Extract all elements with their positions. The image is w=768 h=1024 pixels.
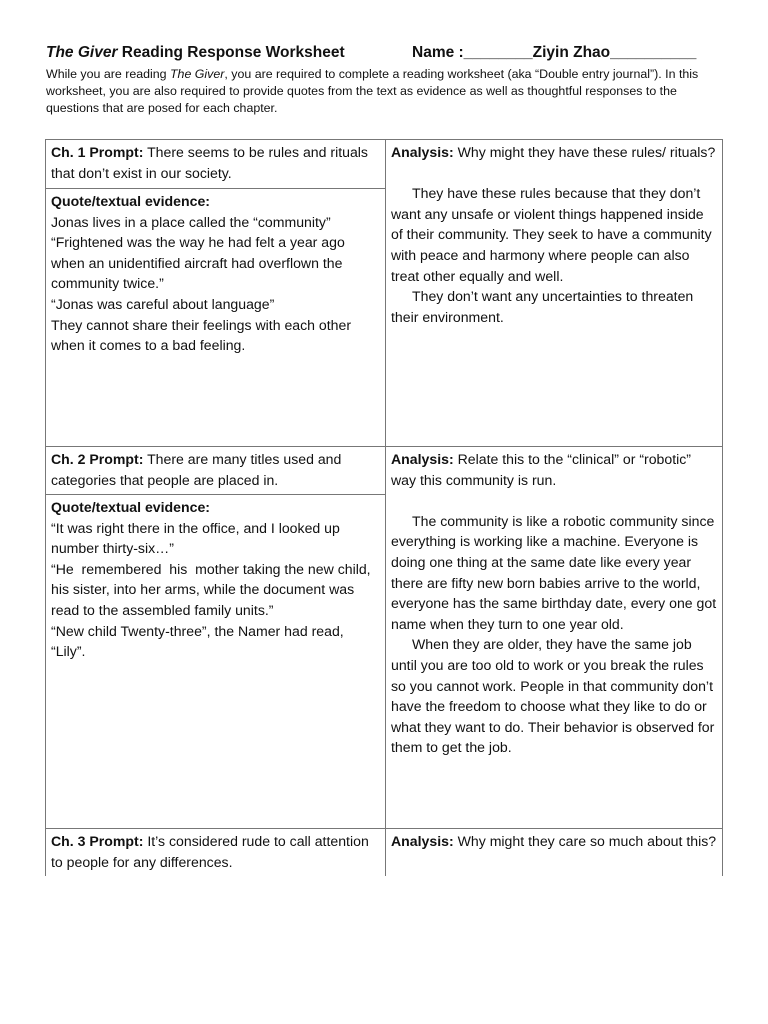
ch2-prompt-row (46, 447, 723, 495)
ch2-prompt: Ch. 2 Prompt: There are many titles used and categories that people are placed in. (46, 447, 386, 495)
ch1-quote: Jonas lives in a place called the “community” (51, 213, 331, 230)
ch2-analysis[interactable]: Analysis: Relate this to the “clinical” or “robotic” way this community is run. The community is like a robotic community since everything is working like a machine. Everyone is doing one thing at the same date like every year there are fifty new born babies arrive to the world, everyone has the same birthday date, every one got name when they turn to one year old. When they are older, they have the same job until you are too old to work or you break the rules so you cannot work. People in that community don’t have the freedom to choose what they like to do or what they want to do. Their behavior is observed for them to get the job. (386, 447, 723, 829)
ch1-quote: “Jonas was careful about language” (51, 295, 275, 312)
instructions: While you are reading The Giver, you are required to complete a reading worksheet (aka “Double entry journal”). In this worksheet, you are also required to provide quotes from the text as evidence as well as thoughtful responses to the questions that are posed for each chapter. (46, 67, 699, 115)
ch2-quotes[interactable]: Quote/textual evidence: “It was right there in the office, and I looked up number thirty-six…” “He remembered his mother taking the new child, his sister, into her arms, while the document was read to the assembled family units.” “New child Twenty-three”, the Namer had read, “Lily”. (46, 495, 386, 829)
ch2-quote: “He remembered his mother taking the new child, his sister, into her arms, while the document was read to the assembled family units.” (51, 560, 375, 618)
ch1-prompt-row (46, 140, 723, 189)
ch2-quote: “It was right there in the office, and I looked up number thirty-six…” (51, 519, 340, 557)
ch1-quotes[interactable]: Quote/textual evidence: Jonas lives in a place called the “community” “Frightened was the way he had felt a year ago when an unidentified aircraft had overflown the community twice.” “Jonas was careful about language” They cannot share their feelings with each other when it comes to a bad feeling. (46, 189, 386, 447)
ch3-analysis[interactable]: Analysis: Why might they care so much about this? (386, 829, 723, 909)
header (46, 44, 726, 66)
journal-table (45, 139, 723, 909)
ch1-analysis[interactable]: Analysis: Why might they have these rules/ rituals? They have these rules because that they don’t want any unsafe or violent things happened inside of their community. They seek to have a community with peace and harmony where people can also treat other equally and well. They don’t want any uncertainties to threaten their environment. (386, 140, 723, 447)
ch2-analysis-paragraph: The community is like a robotic community since everything is working like a machine. Everyone is doing one thing at the same date like every year there are fifty new born babies arrive to the world, everyone has the same birthday date, every one got name when they turn to one year old. (391, 512, 717, 632)
ch2-quote: “New child Twenty-three”, the Namer had read, “Lily”. (51, 622, 344, 660)
ch1-quote: They cannot share their feelings with each other when it comes to a bad feeling. (51, 316, 352, 354)
worksheet-title: The Giver Reading Response Worksheet (46, 44, 345, 61)
ch2-analysis-paragraph: When they are older, they have the same job until you are too old to work or you break the rules so you cannot work. People in that community don’t have the freedom to choose what they like to do or what they want to do. Their behavior is observed for them to get the job. (391, 636, 715, 756)
ch1-analysis-paragraph: They have these rules because that they don’t want any unsafe or violent things happened inside of their community. They seek to have a community with peace and harmony where people can also treat other equally and well. (391, 185, 712, 284)
ch3-prompt: Ch. 3 Prompt: It’s considered rude to call attention to people for any differences. (46, 829, 386, 909)
ch1-prompt: Ch. 1 Prompt: There seems to be rules and rituals that don’t exist in our society. (46, 140, 386, 189)
student-name: Name :________Ziyin Zhao__________ (412, 44, 697, 61)
page-bottom-blank (0, 876, 768, 1024)
ch1-quote: “Frightened was the way he had felt a year ago when an unidentified aircraft had overflown the community twice.” (51, 234, 345, 292)
ch1-analysis-paragraph: They don’t want any uncertainties to threaten their environment. (391, 288, 694, 325)
